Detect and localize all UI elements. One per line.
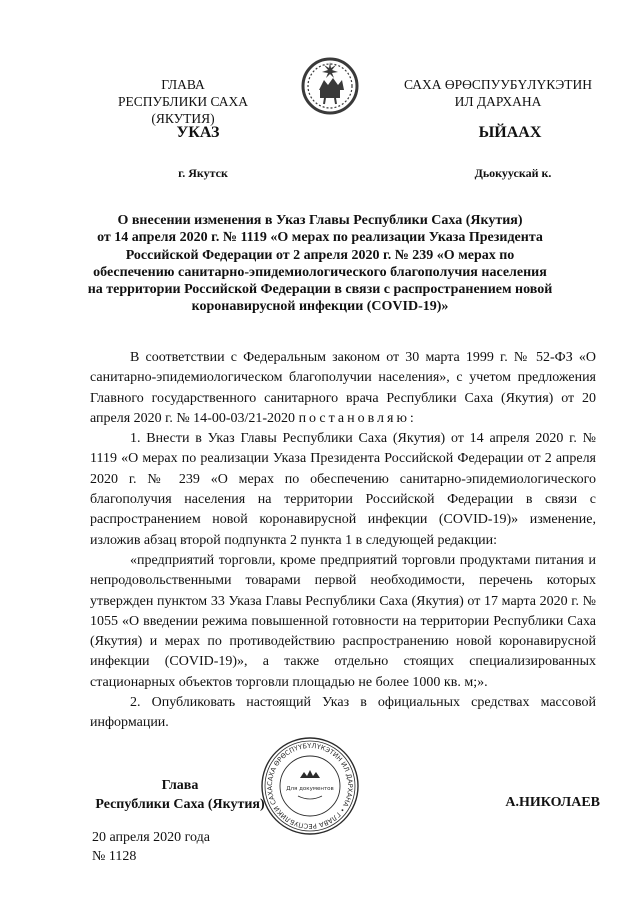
svg-text:САХА ӨРӨСПҮҮБҮЛҮКЭТИН ИЛ ДАРХА: САХА ӨРӨСПҮҮБҮЛҮКЭТИН ИЛ ДАРХАНА • ГЛАВА РЕСПУБЛИКИ САХА [265, 741, 355, 831]
signature-role-line1: Глава [161, 778, 199, 793]
footer-number: № 1128 [92, 849, 137, 864]
header-left [88, 76, 278, 127]
title-line: О внесении изменения в Указ Главы Республики Саха (Якутия) [117, 213, 523, 228]
city-ru: г. Якутск [178, 166, 228, 180]
svg-text:Для документов: Для документов [286, 786, 334, 792]
title-line: Российской Федерации от 2 апреля 2020 г. № 239 «О мерах по [125, 247, 515, 263]
document-footer [92, 828, 292, 866]
document-title [80, 212, 560, 316]
footer-date: 20 апреля 2020 года [92, 830, 210, 845]
doc-type-sah: ЫЙААХ [478, 124, 542, 141]
decree-word: постановляю: [298, 410, 417, 426]
signatory-name: А.НИКОЛАЕВ [505, 795, 600, 810]
document-body [90, 348, 596, 734]
emblem-icon [300, 52, 360, 122]
header-right [388, 76, 608, 110]
doc-type-ru: УКАЗ [176, 124, 220, 141]
title-line: на территории Российской Федерации в связи с распространением новой [87, 282, 553, 298]
item-1-paragraph: 1. Внести в Указ Главы Республики Саха (Якутия) от 14 апреля 2020 г. № 1119 «О мерах по реализации Указа Президента Российской Федерации от 2 апреля 2020 г. № 239 «О мерах по обеспечению санитарно-эпидемиологического благополучия населения на территории Российской Федерации в связи с распространением новой коронавирусной инфекции (COVID-19)» изменение, изложив абзац второй подпункта 2 пункта 1 в следующей редакции: [90, 431, 596, 548]
coat-of-arms-emblem [300, 52, 360, 122]
header-left-line2: РЕСПУБЛИКИ САХА (ЯКУТИЯ) [117, 94, 249, 126]
city-sah: Дьокуускай к. [474, 166, 552, 180]
signature-role-line2: Республики Саха (Якутия) [95, 797, 265, 812]
title-line: обеспечению санитарно-эпидемиологического благополучия населения [93, 264, 547, 280]
title-line: коронавирусной инфекции (COVID-19)» [191, 299, 449, 315]
quote-paragraph: «предприятий торговли, кроме предприятий торговли продуктами питания и непродовольственными товарами первой необходимости, перечень которых утвержден пунктом 33 Указа Главы Республики Саха (Якутия) от 17 марта 2020 г. № 1055 «О введении режима повышенной готовности на территории Республики Саха (Якутия) и мерах по противодействию распространению новой коронавирусной инфекции (COVID-19)», а также отдельно стоящих специализированных стационарных объектов торговли площадью не более 1000 кв. м;». [90, 552, 596, 690]
seal-stamp-icon [260, 736, 360, 836]
official-seal [260, 736, 360, 836]
preamble-paragraph [90, 348, 596, 429]
header-right-line1: САХА ӨРӨСПУУБҮЛҮКЭТИН [403, 77, 593, 92]
header-right-line2: ИЛ ДАРХАНА [454, 94, 542, 109]
header-left-line1: ГЛАВА [161, 77, 205, 92]
preamble-text: В соответствии с Федеральным законом от 30 марта 1999 г. № 52-ФЗ «О санитарно-эпидемиологическом благополучии населения», с учетом предложения Главного государственного санитарного врача Республики Саха (Якутия) от 20 апреля 2020 г. № 14-00-03/21-2020 [90, 350, 596, 426]
item-2-paragraph: 2. Опубликовать настоящий Указ в официальных средствах массовой информации. [90, 695, 596, 731]
signature-role [90, 776, 270, 814]
title-line: от 14 апреля 2020 г. № 1119 «О мерах по реализации Указа Президента [97, 230, 543, 246]
